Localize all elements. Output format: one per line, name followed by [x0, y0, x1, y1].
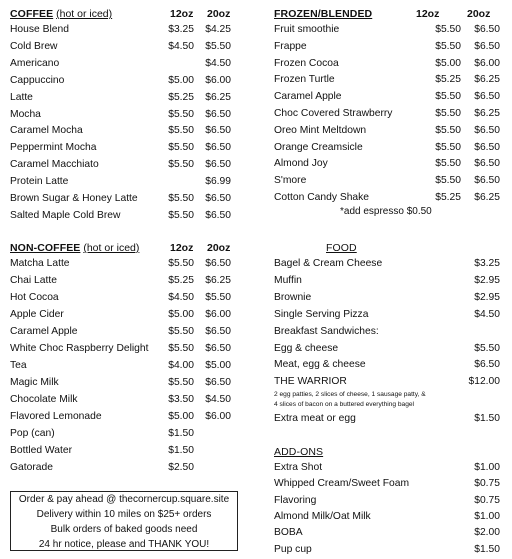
noncoffee-item-name: Pop (can) — [10, 428, 55, 439]
food-item-price: $6.50 — [474, 359, 500, 371]
noncoffee-item-name: Magic Milk — [10, 377, 59, 388]
noncoffee-price-20oz: $6.00 — [205, 411, 231, 422]
coffee-item-name: Latte — [10, 91, 33, 103]
noncoffee-row — [10, 273, 234, 290]
addons-item-name: Extra Shot — [274, 462, 323, 473]
addons-item-name: Almond Milk/Oat Milk — [274, 510, 371, 522]
frozen-price-20oz: $6.25 — [474, 74, 500, 86]
frozen-item-name: Frappe — [274, 40, 307, 52]
frozen-item-name: Cotton Candy Shake — [274, 192, 370, 203]
coffee-price-12oz: $5.50 — [168, 193, 194, 204]
noncoffee-row — [10, 409, 234, 426]
food-row — [274, 374, 500, 391]
frozen-item-name: Frozen Cocoa — [274, 57, 339, 69]
frozen-size-20oz: 20oz — [467, 8, 491, 20]
coffee-item-name: Protein Latte — [10, 176, 69, 188]
noncoffee-item-name: Chai Latte — [10, 275, 57, 286]
noncoffee-price-12oz: $1.50 — [168, 428, 194, 439]
food-extra-price: $1.50 — [474, 413, 500, 424]
noncoffee-size-12oz: 12oz — [170, 242, 194, 254]
coffee-price-20oz: $5.50 — [205, 40, 231, 52]
food-section-title — [326, 240, 357, 256]
food-item-price: $3.25 — [474, 258, 500, 269]
coffee-row — [10, 157, 234, 174]
addons-row — [274, 542, 500, 559]
noncoffee-row — [10, 443, 234, 460]
frozen-row — [274, 22, 500, 39]
noncoffee-price-20oz: $6.50 — [205, 326, 231, 337]
noncoffee-row — [10, 392, 234, 409]
frozen-price-12oz: $5.50 — [435, 91, 461, 103]
noncoffee-price-12oz: $4.00 — [168, 360, 194, 371]
food-row — [274, 273, 500, 290]
frozen-row — [274, 173, 500, 190]
noncoffee-price-20oz: $5.00 — [205, 360, 231, 371]
frozen-item-name: Oreo Mint Meltdown — [274, 124, 367, 136]
frozen-row — [274, 156, 500, 173]
info-line-notice: 24 hr notice, please and THANK YOU! — [38, 539, 210, 550]
frozen-price-20oz: $6.25 — [474, 108, 500, 119]
frozen-row — [274, 89, 500, 106]
noncoffee-row — [10, 358, 234, 375]
food-title: FOOD — [326, 242, 357, 254]
noncoffee-row — [10, 341, 234, 358]
food-item-price: $4.50 — [474, 308, 500, 320]
coffee-price-20oz: $6.50 — [205, 108, 231, 120]
noncoffee-item-name: Tea — [10, 360, 27, 371]
frozen-price-12oz: $5.50 — [435, 124, 461, 136]
frozen-item-name: Choc Covered Strawberry — [274, 108, 393, 119]
noncoffee-row — [10, 324, 234, 341]
addons-row — [274, 460, 500, 477]
coffee-row — [10, 73, 234, 90]
frozen-price-12oz: $5.00 — [435, 57, 461, 69]
frozen-size-12oz: 12oz — [416, 8, 440, 20]
frozen-row — [274, 72, 500, 89]
coffee-row — [10, 123, 234, 140]
coffee-row — [10, 140, 234, 157]
frozen-price-20oz: $6.50 — [474, 158, 500, 170]
noncoffee-item-name: Chocolate Milk — [10, 394, 78, 405]
noncoffee-note: (hot or iced) — [83, 242, 140, 254]
coffee-price-20oz: $6.99 — [205, 176, 231, 188]
noncoffee-price-12oz: $5.00 — [168, 411, 194, 422]
frozen-row — [274, 123, 500, 140]
food-extra-row — [274, 411, 500, 428]
coffee-row — [10, 22, 234, 39]
noncoffee-price-20oz: $5.50 — [205, 292, 231, 303]
coffee-price-12oz: $5.50 — [168, 108, 194, 120]
addons-item-price: $0.75 — [474, 494, 500, 506]
frozen-item-name: Frozen Turtle — [274, 74, 335, 86]
food-row — [274, 290, 500, 307]
coffee-price-20oz: $6.50 — [205, 125, 231, 137]
frozen-price-20oz: $6.50 — [474, 91, 500, 103]
noncoffee-section-title — [10, 240, 139, 256]
warrior-description-line1: 2 egg patties, 2 slices of cheese, 1 sausage patty, & — [274, 391, 426, 398]
noncoffee-price-12oz: $5.00 — [168, 309, 194, 320]
frozen-item-name: Orange Creamsicle — [274, 141, 363, 153]
addons-item-price: $1.00 — [474, 462, 500, 473]
right-column — [274, 0, 500, 559]
noncoffee-item-name: Gatorade — [10, 462, 53, 473]
noncoffee-price-12oz: $2.50 — [168, 462, 194, 473]
food-item-name: Egg & cheese — [274, 342, 339, 354]
addons-row — [274, 525, 500, 542]
warrior-description-line2: 4 slices of bacon on a buttered everything bagel — [274, 401, 415, 408]
coffee-title: COFFEE — [10, 8, 54, 20]
frozen-price-20oz: $6.50 — [474, 124, 500, 136]
noncoffee-price-20oz: $6.50 — [205, 343, 231, 354]
food-item-name: Breakfast Sandwiches: — [274, 325, 379, 337]
coffee-item-name: House Blend — [10, 24, 69, 35]
food-item-price: $12.00 — [468, 376, 500, 388]
noncoffee-price-12oz: $5.50 — [168, 258, 194, 269]
frozen-price-12oz: $5.50 — [435, 158, 461, 170]
frozen-header — [274, 6, 500, 22]
coffee-row — [10, 39, 234, 56]
coffee-item-name: Cold Brew — [10, 40, 58, 52]
frozen-row — [274, 56, 500, 73]
coffee-item-name: Cappuccino — [10, 74, 65, 86]
coffee-price-12oz: $5.50 — [168, 209, 194, 221]
frozen-price-12oz: $5.50 — [435, 108, 461, 119]
frozen-price-12oz: $5.25 — [435, 192, 461, 203]
noncoffee-price-12oz: $3.50 — [168, 394, 194, 405]
noncoffee-price-20oz: $6.00 — [205, 309, 231, 320]
food-item-name: Brownie — [274, 291, 312, 303]
frozen-price-12oz: $5.25 — [435, 74, 461, 86]
frozen-title: FROZEN/BLENDED — [274, 8, 373, 20]
noncoffee-price-12oz: $4.50 — [168, 292, 194, 303]
info-line-order-ahead: Order & pay ahead @ thecornercup.square.site — [18, 494, 230, 505]
food-row — [274, 307, 500, 324]
food-item-name: Bagel & Cream Cheese — [274, 258, 383, 269]
frozen-row — [274, 106, 500, 123]
coffee-price-20oz: $6.50 — [205, 209, 231, 221]
coffee-price-20oz: $6.25 — [205, 91, 231, 103]
noncoffee-price-12oz: $1.50 — [168, 445, 194, 456]
food-item-name: Muffin — [274, 274, 302, 286]
espresso-note: *add espresso $0.50 — [340, 206, 432, 217]
addons-item-price: $0.75 — [474, 478, 500, 490]
noncoffee-row — [10, 307, 234, 324]
noncoffee-price-20oz: $4.50 — [205, 394, 231, 405]
coffee-item-name: Mocha — [10, 108, 41, 120]
noncoffee-size-20oz: 20oz — [207, 242, 231, 254]
coffee-price-12oz: $4.50 — [168, 40, 194, 52]
coffee-price-20oz: $6.00 — [205, 74, 231, 86]
coffee-price-12oz: $5.25 — [168, 91, 194, 103]
frozen-row — [274, 190, 500, 207]
coffee-price-12oz: $5.50 — [168, 142, 194, 154]
coffee-price-20oz: $6.50 — [205, 142, 231, 154]
noncoffee-price-12oz: $5.50 — [168, 326, 194, 337]
info-line-bulk-orders: Bulk orders of baked goods need — [50, 524, 198, 535]
coffee-item-name: Caramel Macchiato — [10, 159, 99, 171]
frozen-row — [274, 140, 500, 157]
coffee-price-12oz: $5.50 — [168, 125, 194, 137]
coffee-row — [10, 191, 234, 208]
coffee-size-20oz: 20oz — [207, 8, 231, 20]
coffee-row — [10, 90, 234, 107]
food-item-price: $5.50 — [474, 342, 500, 354]
coffee-item-name: Salted Maple Cold Brew — [10, 209, 121, 221]
coffee-header — [10, 6, 234, 22]
frozen-price-20oz: $6.50 — [474, 40, 500, 52]
coffee-price-20oz: $4.50 — [205, 57, 231, 69]
coffee-row — [10, 107, 234, 124]
coffee-price-20oz: $6.50 — [205, 193, 231, 204]
addons-item-name: Whipped Cream/Sweet Foam — [274, 478, 410, 490]
food-item-name: THE WARRIOR — [274, 376, 347, 388]
addons-row — [274, 493, 500, 510]
noncoffee-price-12oz: $5.50 — [168, 343, 194, 354]
food-item-price: $2.95 — [474, 291, 500, 303]
addons-item-name: Pup cup — [274, 543, 312, 555]
frozen-price-12oz: $5.50 — [435, 141, 461, 153]
coffee-price-12oz: $5.50 — [168, 159, 194, 171]
coffee-item-name: Americano — [10, 57, 60, 69]
frozen-price-20oz: $6.50 — [474, 24, 500, 35]
coffee-price-12oz: $3.25 — [168, 24, 194, 35]
noncoffee-row — [10, 256, 234, 273]
noncoffee-row — [10, 460, 234, 477]
frozen-item-name: Caramel Apple — [274, 91, 342, 103]
left-column — [10, 0, 234, 559]
food-extra-name: Extra meat or egg — [274, 413, 356, 424]
coffee-row — [10, 56, 234, 73]
info-box — [10, 491, 238, 551]
noncoffee-item-name: Matcha Latte — [10, 258, 70, 269]
frozen-price-20oz: $6.50 — [474, 175, 500, 187]
frozen-price-12oz: $5.50 — [435, 40, 461, 52]
addons-item-price: $2.00 — [474, 527, 500, 539]
food-item-name: Meat, egg & cheese — [274, 359, 366, 371]
frozen-price-20oz: $6.25 — [474, 192, 500, 203]
noncoffee-price-12oz: $5.25 — [168, 275, 194, 286]
coffee-item-name: Brown Sugar & Honey Latte — [10, 193, 138, 204]
noncoffee-title: NON-COFFEE — [10, 242, 81, 254]
frozen-price-20oz: $6.50 — [474, 141, 500, 153]
addons-row — [274, 476, 500, 493]
frozen-row — [274, 39, 500, 56]
addons-item-price: $1.50 — [474, 543, 500, 555]
addons-header — [274, 444, 500, 460]
food-row — [274, 341, 500, 358]
noncoffee-header — [10, 240, 234, 256]
addons-item-price: $1.00 — [474, 510, 500, 522]
noncoffee-item-name: White Choc Raspberry Delight — [10, 343, 149, 354]
noncoffee-price-20oz: $6.50 — [205, 258, 231, 269]
food-item-name: Single Serving Pizza — [274, 308, 369, 320]
noncoffee-row — [10, 290, 234, 307]
food-header — [274, 240, 500, 256]
noncoffee-row — [10, 375, 234, 392]
coffee-price-12oz: $5.00 — [168, 74, 194, 86]
addons-item-name: BOBA — [274, 527, 303, 539]
coffee-item-name: Peppermint Mocha — [10, 142, 97, 154]
food-row — [274, 256, 500, 273]
food-row — [274, 357, 500, 374]
frozen-price-20oz: $6.00 — [474, 57, 500, 69]
coffee-item-name: Caramel Mocha — [10, 125, 83, 137]
coffee-note: (hot or iced) — [56, 8, 113, 20]
noncoffee-item-name: Flavored Lemonade — [10, 411, 102, 422]
coffee-row — [10, 174, 234, 191]
noncoffee-item-name: Bottled Water — [10, 445, 72, 456]
frozen-price-12oz: $5.50 — [435, 175, 461, 187]
noncoffee-item-name: Caramel Apple — [10, 326, 78, 337]
noncoffee-price-20oz: $6.25 — [205, 275, 231, 286]
coffee-price-20oz: $4.25 — [205, 24, 231, 35]
frozen-section-title — [274, 6, 372, 22]
addons-section-title — [274, 444, 323, 460]
addons-row — [274, 509, 500, 526]
food-row — [274, 324, 500, 341]
frozen-item-name: S'more — [274, 175, 307, 187]
frozen-item-name: Fruit smoothie — [274, 24, 340, 35]
addons-title: ADD-ONS — [274, 446, 324, 458]
coffee-row — [10, 208, 234, 225]
noncoffee-price-20oz: $6.50 — [205, 377, 231, 388]
frozen-item-name: Almond Joy — [274, 158, 328, 170]
noncoffee-row — [10, 426, 234, 443]
noncoffee-price-12oz: $5.50 — [168, 377, 194, 388]
noncoffee-item-name: Hot Cocoa — [10, 292, 59, 303]
coffee-section-title — [10, 6, 112, 22]
addons-item-name: Flavoring — [274, 494, 317, 506]
coffee-size-12oz: 12oz — [170, 8, 194, 20]
info-line-delivery: Delivery within 10 miles on $25+ orders — [36, 509, 212, 520]
noncoffee-item-name: Apple Cider — [10, 309, 64, 320]
frozen-price-12oz: $5.50 — [435, 24, 461, 35]
food-item-price: $2.95 — [474, 274, 500, 286]
coffee-price-20oz: $6.50 — [205, 159, 231, 171]
